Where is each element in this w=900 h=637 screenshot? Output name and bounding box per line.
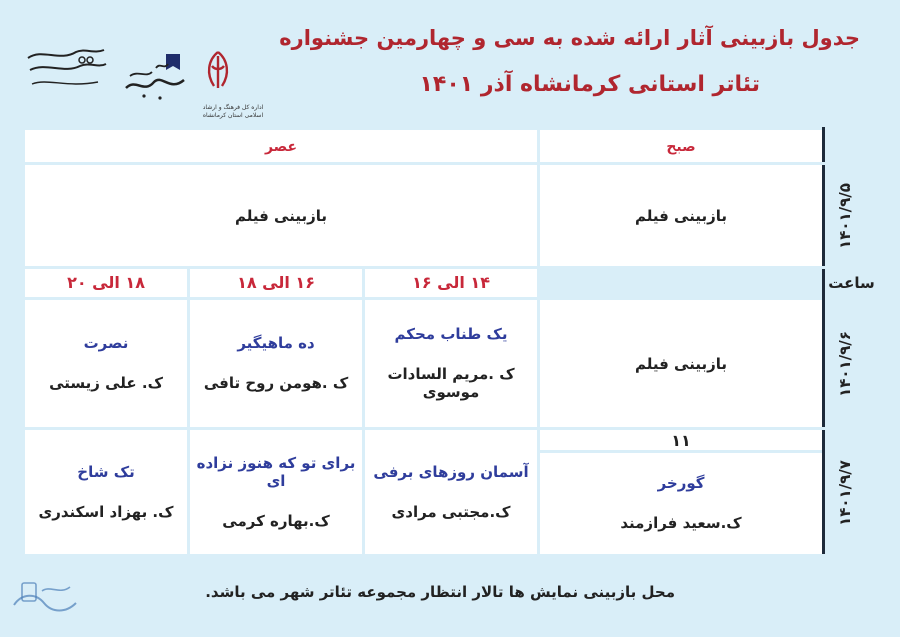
title-line-1: جدول بازبینی آثار ارائه شده به سی و چهارمین جشنواره (279, 26, 860, 50)
afternoon-cell: بازبینی فیلم (24, 163, 539, 267)
performance-director: ک.بهاره کرمی (222, 512, 330, 531)
date-cell: ۱۴۰۱/۹/۷ (824, 429, 880, 556)
performance-title: برای تو که هنوز نزاده ای (196, 454, 356, 491)
emblem-caption: اداره کل فرهنگ و ارشاد اسلامی استان کرمانشاه (202, 104, 264, 119)
performance-title: ده ماهیگیر (237, 334, 315, 353)
time-label: ساعت (824, 267, 880, 298)
performance-title: آسمان روزهای برفی (373, 463, 529, 482)
performance-director: ک .مریم السادات موسوی (387, 365, 515, 402)
performance-cell (189, 298, 364, 429)
slot-1: ۱۴ الی ۱۶ (364, 267, 539, 298)
slot-3: ۱۸ الی ۲۰ (24, 267, 189, 298)
ministry-calligraphy-logo (120, 48, 192, 104)
iran-emblem-logo (198, 48, 238, 96)
performance-director: ک.مجتبی مرادی (391, 503, 511, 522)
day-row-3-time (24, 429, 880, 451)
morning-cell: بازبینی فیلم (539, 163, 824, 267)
day-row-2 (24, 298, 880, 429)
performance-cell (189, 429, 364, 556)
time-morning-blank (539, 267, 824, 298)
performance-title: نصرت (83, 334, 129, 353)
theatre-association-logo (20, 40, 112, 100)
footer-note: محل بازبینی نمایش ها تالار انتظار مجموعه تئاتر شهر می باشد. (205, 583, 675, 601)
schedule-table (22, 127, 881, 557)
performance-director: ک.سعید فرازمند (620, 514, 742, 533)
iran-theatre-watermark-logo (10, 575, 90, 623)
shift-header-row (24, 129, 880, 164)
date-cell: ۱۴۰۱/۹/۶ (824, 298, 880, 429)
performance-director: ک. بهزاد اسکندری (38, 503, 174, 522)
performance-title: گورخر (657, 474, 705, 493)
morning-time-cell: ۱۱ (539, 429, 824, 451)
corner-cell (824, 129, 880, 164)
date-cell: ۱۴۰۱/۹/۵ (824, 163, 880, 267)
performance-director: ک. علی زیستی (49, 374, 163, 393)
header (0, 0, 900, 125)
title-line-2: تئاتر استانی کرمانشاه آذر ۱۴۰۱ (419, 72, 760, 97)
performance-title: یک طناب محکم (394, 325, 508, 344)
time-slot-row (24, 267, 880, 298)
morning-cell: بازبینی فیلم (539, 298, 824, 429)
day-row-1 (24, 163, 880, 267)
performance-cell (364, 429, 539, 556)
performance-cell (364, 298, 539, 429)
slot-2: ۱۶ الی ۱۸ (189, 267, 364, 298)
morning-performance-cell (539, 451, 824, 555)
shift-morning: صبح (539, 129, 824, 164)
performance-title: تک شاخ (77, 463, 135, 482)
shift-afternoon: عصر (24, 129, 539, 164)
performance-director: ک .هومن روح تافی (203, 374, 349, 393)
performance-cell (24, 429, 189, 556)
performance-cell (24, 298, 189, 429)
